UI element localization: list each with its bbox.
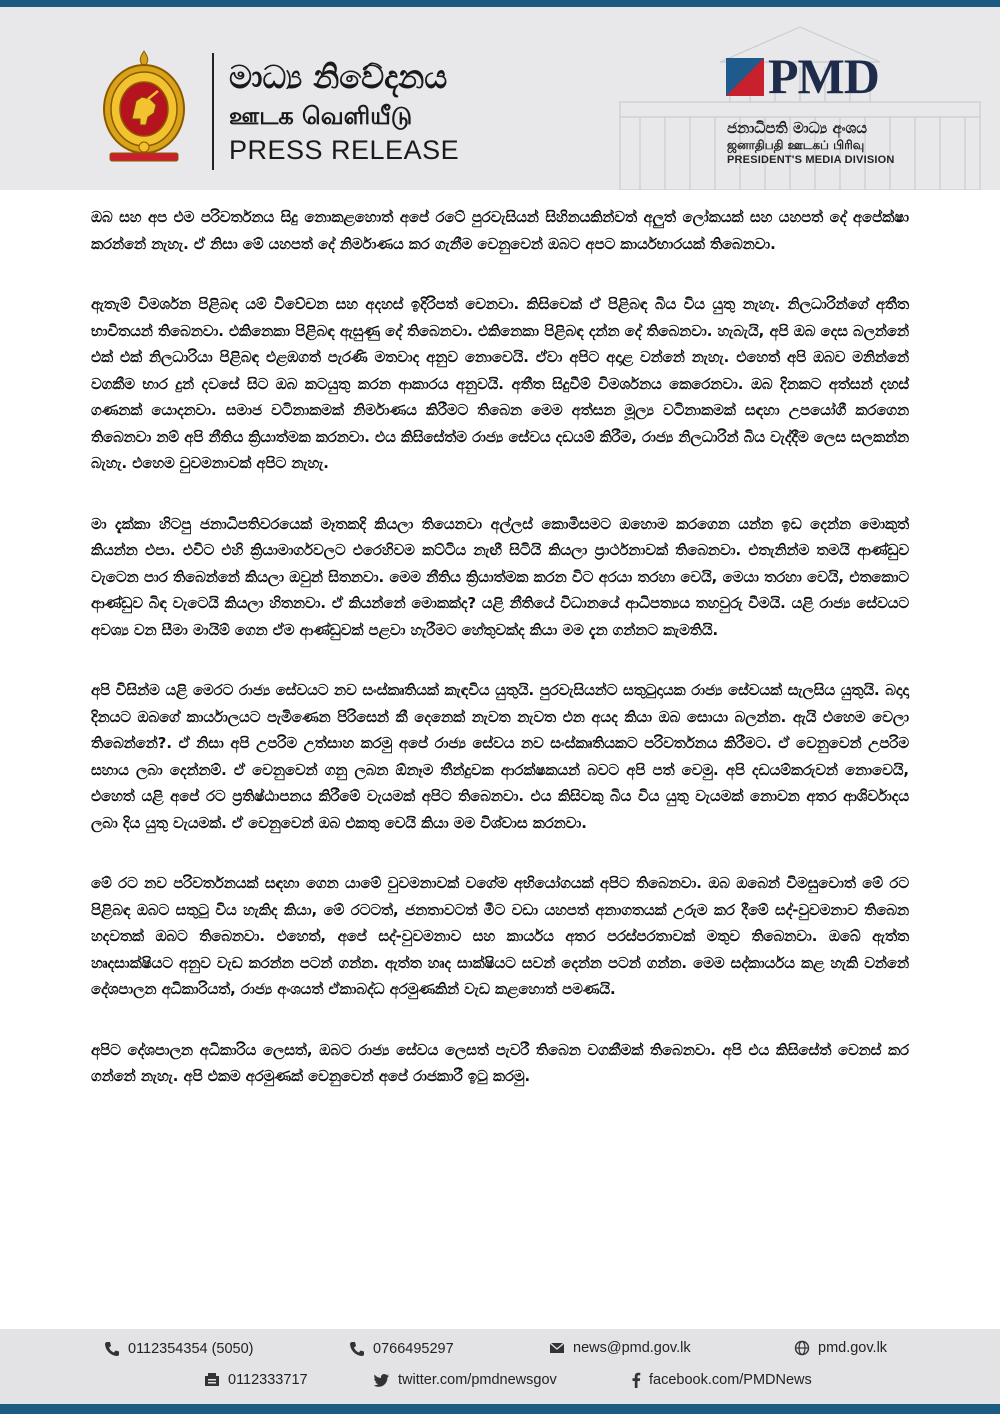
- footer-phone-1[interactable]: [104, 1341, 254, 1357]
- footer-website[interactable]: [794, 1340, 887, 1356]
- footer-twitter-text: twitter.com/pmdnewsgov: [398, 1372, 557, 1388]
- bottom-accent-bar: [0, 1404, 1000, 1414]
- header: [0, 7, 1000, 190]
- footer-fax-text: 0112333717: [228, 1372, 308, 1388]
- body-paragraph-5: මේ රට නව පරිවර්තනයක් සඳහා ගෙන යාමේ වුවමනාවක් වගේම අභියෝගයක් අපිට තිබෙනවා. ඔබ ඔබෙන් විමසුවොත් මේ රට පිළිබඳ ඔබට සතුටු විය හැකිද කියා, මේ රටටත්, ජනතාවටත් මීට වඩා යහපත් අනාගතයක් උරුම කර දීමේ සද්-වුවමනාව තිබෙන හදවතක් ඔබට තිබෙනවා. එහෙත්, අපේ සද්-වුවමනාව සහ කාර්යය අතර පරස්පරතාවක් මතුව තිබෙනවා. ඔබේ ඇත්ත හෘදසාක්ෂියට අනුව වැඩ කරන්න පටන් ගන්න. ඇත්ත හෘද සාක්ෂියට සවන් දෙන්න පටන් ගන්න. මෙම සද්කාර්යය කළ හැකි වන්නේ දේශපාලන අධිකාරියත්, රාජ්‍ය අංශයත් ඒකාබද්ධ අරමුණකින් වැඩ කළහොත් පමණයි.: [91, 875, 909, 998]
- title-english: PRESS RELEASE: [229, 135, 460, 165]
- phone-icon: [104, 1341, 120, 1357]
- header-divider: [212, 53, 214, 170]
- footer-email-text: news@pmd.gov.lk: [573, 1340, 691, 1356]
- body-paragraph-6: අපිට දේශපාලන අධිකාරිය ලෙසත්, ඔබට රාජ්‍ය සේවය ලෙසත් පැවරී තිබෙන වගකීමක් තිබෙනවා. අපි එය කිසිසේත් වෙනස් කර ගන්නේ නැහැ. අපි එකම අරමුණක් වෙනුවෙන් අපේ රාජකාරී ඉටු කරමු.: [91, 1041, 909, 1085]
- facebook-icon: [631, 1372, 641, 1388]
- body-paragraph-4: අපි විසින්ම යළි මෙරට රාජ්‍ය සේවයට නව සංස්කෘතියක් කැඳවිය යුතුයි. පුරවැසියන්ට සතුටුදායක රාජ්‍ය සේවයක් සැලසිය යුතුයි. බදාදා දිනයට ඔබගේ කාර්යාලයට පැමිණෙන පිරිසෙන් කී දෙනෙක් නැවත නැවත එන අයද කියා ඔබ සොයා බලන්න. ඇයි එහෙම වෙලා තිබෙන්නේ?. ඒ නිසා අපි උපරිම උත්සාහ කරමු අපේ රාජ්‍ය සේවය නව සංස්කෘතියකට පරිවර්තනය කිරීමට. ඒ වෙනුවෙන් උපරිම සහාය ලබා දෙන්නම්. ඒ වෙනුවෙන් ගනු ලබන ඕනෑම තීන්දුවක ආරක්ෂකයන් බවට අපි පත් වෙමු. අපි දඩයම්කරුවන් නොවෙයි, එහෙත් යළි අපේ රට ප්‍රතිෂ්ඨාපනය කිරීමේ වැයමක් අපිට තිබෙනවා. එය කිසිවකු බිය විය යුතු වැයමක් නොවන අතර ආශිර්වාදය ලබා දිය යුතු වැයමක්. ඒ වෙනුවෙන් ඔබ එකතු වෙයි කියා මම විශ්වාස කරනවා.: [91, 682, 909, 832]
- footer-website-text: pmd.gov.lk: [818, 1340, 888, 1356]
- title-sinhala: මාධ්‍ය නිවේදනය: [229, 58, 448, 96]
- pmd-subtitle-tamil: ஜனாதிபதி ஊடகப் பிரிவு: [727, 138, 865, 152]
- footer-facebook-text: facebook.com/PMDNews: [649, 1372, 812, 1388]
- footer-phone-2-text: 0766495297: [373, 1341, 454, 1357]
- envelope-icon: [549, 1340, 565, 1356]
- footer-twitter[interactable]: [374, 1372, 557, 1388]
- fax-icon: [204, 1372, 220, 1388]
- globe-icon: [794, 1340, 810, 1356]
- footer-phone-2[interactable]: [349, 1341, 454, 1357]
- national-emblem-icon: [100, 47, 188, 163]
- footer-facebook[interactable]: [631, 1372, 812, 1388]
- body-paragraph-2: ඇතැම් විමර්ශන පිළිබඳ යම් විවේචන සහ අදහස් ඉදිරිපත් වෙනවා. කිසිවෙක් ඒ පිළිබඳ බිය විය යුතු නැහැ. නිලධාරින්ගේ අතීත භාවිතයන් තිබෙනවා. එකිනෙකා පිළිබඳ ඇසුණු දේ තිබෙනවා. එකිනෙකා පිළිබඳ දන්න දේ තිබෙනවා. හැබැයි, අපි ඔබ දෙස බලන්නේ එක් එක් නිලධාරියා පිළිබඳ එළඹගත් පැරණි මතවාද අනුව නොවෙයි. ඒවා අපිට අදාළ වන්නේ නැහැ. එහෙත් අපි ඔබව මනින්නේ වගකීම භාර දුන් දවසේ සිට ඔබ කටයුතු කරන ආකාරය අනුවයි. අතීත සිදුවීම් විමර්ශනය කෙරෙනවා. ඔබ දිනකට අත්සන් දහස් ගණනක් යොදනවා. සමාජ වටිනාකමක් නිර්මාණය කිරීමට තිබෙන මෙම අත්සන මූල්‍ය වටිනාකමක් සඳහා උපයෝගී කරගෙන තිබෙනවා නම් අපි නීතිය ක්‍රියාත්මක කරනවා. එය කිසිසේත්ම රාජ්‍ය සේවය දඩයම් කිරීම, රාජ්‍ය නිලධාරින් බිය වැද්දීම ලෙස සලකන්න බැහැ. එහෙම චුවමනාවක් අපිට නැහැ.: [91, 296, 909, 472]
- pmd-logo-text: PMD: [768, 48, 879, 104]
- title-tamil: ஊடக வெளியீடு: [229, 102, 413, 130]
- pmd-subtitle-block: [727, 119, 895, 167]
- body-paragraph-1: ඔබ සහ අප එම පරිවර්තනය සිදු නොකළහොත් අපේ රටේ පුරවැසියන් සිහිනයකින්වත් අලුත් ලෝකයක් සහ යහපත් දේ අපේක්ෂා කරන්නේ නැහැ. ඒ නිසා මේ යහපත් දේ නිර්මාණය කර ගැනීම වෙනුවෙන් ඔබට අපට කාර්යභාරයක් තිබෙනවා.: [91, 209, 909, 253]
- footer-phone-1-text: 0112354354 (5050): [128, 1341, 254, 1357]
- top-accent-bar: [0, 0, 1000, 7]
- twitter-icon: [374, 1372, 390, 1388]
- pmd-subtitle-english: PRESIDENT'S MEDIA DIVISION: [727, 154, 895, 166]
- press-release-body: [91, 205, 909, 1125]
- footer-fax[interactable]: [204, 1372, 308, 1388]
- pmd-subtitle-sinhala: ජනාධිපති මාධ්‍ය අංශය: [727, 119, 868, 137]
- footer-email[interactable]: [549, 1340, 691, 1356]
- press-release-title-block: [229, 57, 459, 167]
- phone-icon: [349, 1341, 365, 1357]
- pmd-logo-square-icon: [726, 58, 764, 96]
- footer-contacts: [0, 1329, 1000, 1404]
- body-paragraph-3: මා දැක්කා හිටපු ජනාධිපතිවරයෙක් මෑතකදි කියලා තියෙනවා අල්ලස් කොමිසමට ඔහොම කරගෙන යන්න ඉඩ දෙන්න මොකුත් කියන්න එපා. එවිට එහි ක්‍රියාමාර්ගවලට එරෙහිවම කට්ටිය නැඟී සිටියි කියලා ප්‍රාර්ථනාවක් තිබෙනවා. එතැනින්ම තමයි ආණ්ඩුව වැටෙන පාර තිබෙන්නේ කියලා ඔවුන් සිතනවා. මෙම නීතිය ක්‍රියාත්මක කරන විට අරයා තරහා වෙයි, මෙයා තරහා වෙයි, එතකොට ආණ්ඩුව බිඳ වැටෙයි කියලා හිතනවා. ඒ කියන්නේ මොකක්ද? යළි නීතියේ විධානයේ ආධිපත්‍යය තහවුරු වීමයි. යළි රාජ්‍ය සේවයට අවශ්‍ය වන සීමා මායිම් ගෙන ඒම ආණ්ඩුවක් පළවා හැරීමට හේතුවක්ද කියා මම දැන ගන්නට කැමතියි.: [91, 515, 909, 639]
